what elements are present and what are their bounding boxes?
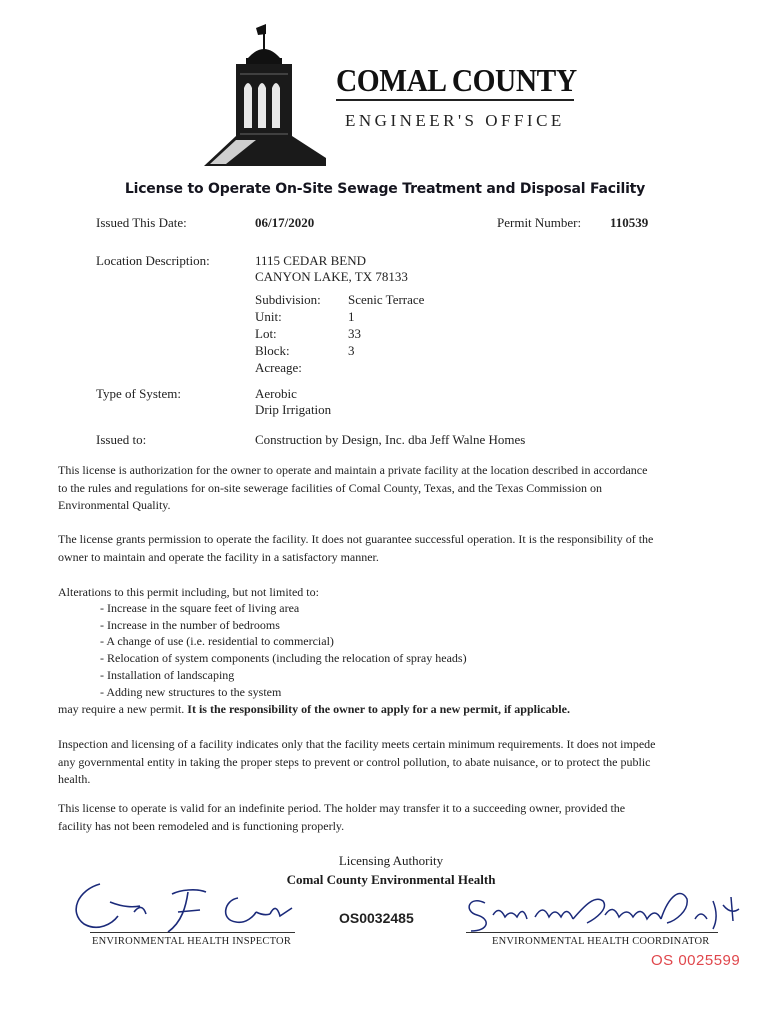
courthouse-logo-icon: [196, 18, 336, 168]
issued-to-value: Construction by Design, Inc. dba Jeff Walne Homes: [255, 432, 526, 447]
unit-label: Unit:: [255, 309, 282, 324]
lot-value: 33: [348, 326, 361, 341]
coordinator-caption: ENVIRONMENTAL HEALTH COORDINATOR: [492, 936, 710, 947]
inspector-signature-line: [90, 932, 295, 933]
validity-paragraph: This license to operate is valid for an indefinite period. The holder may transfer it to a succeeding owner, provided the facility has not been remodeled and is functioning properly.: [58, 801, 626, 833]
list-item: - A change of use (i.e. residential to commercial): [100, 634, 334, 649]
inspector-caption: ENVIRONMENTAL HEALTH INSPECTOR: [92, 936, 292, 947]
permission-paragraph: The license grants permission to operate the facility. It does not guarantee successful operation. It is the responsibility of the owner to maintain and operate the facility in a satisfactory manner.: [58, 532, 654, 564]
agency-divider: [336, 99, 574, 101]
authority-label: Licensing Authority: [338, 853, 444, 868]
list-item: - Increase in the number of bedrooms: [100, 617, 280, 632]
issued-to-label: Issued to:: [96, 432, 147, 447]
alterations-list: [100, 600, 467, 700]
block-label: Block:: [255, 343, 290, 358]
document-title: License to Operate On-Site Sewage Treatment and Disposal Facility: [124, 181, 646, 197]
acreage-label: Acreage:: [255, 360, 302, 375]
permit-number-value: 110539: [610, 215, 649, 230]
subdivision-label: Subdivision:: [255, 292, 321, 307]
permit-number-label: Permit Number:: [497, 215, 582, 230]
agency-name: COMAL COUNTY: [336, 62, 577, 98]
list-item: - Relocation of system components (including the relocation of spray heads): [100, 651, 467, 666]
system-type-line2: Drip Irrigation: [255, 402, 332, 417]
red-stamp-number: OS 0025599: [651, 952, 741, 969]
list-item: - Installation of landscaping: [100, 667, 235, 682]
coordinator-signature-line: [466, 932, 718, 933]
subdivision-value: Scenic Terrace: [348, 292, 425, 307]
coordinator-signature: [455, 875, 755, 945]
authorization-paragraph: This license is authorization for the owner to operate and maintain a private facility at the location described in accordance to the rules and regulations for on-site sewerage facilities of Comal County, Texas, and the Texas Commission on Environmental Quality.: [58, 463, 648, 512]
authority-name: Comal County Environmental Health: [286, 872, 496, 887]
unit-value: 1: [348, 309, 355, 324]
system-type-label: Type of System:: [96, 386, 182, 401]
block-value: 3: [348, 343, 355, 358]
location-line2: CANYON LAKE, TX 78133: [255, 269, 408, 284]
issued-date-label: Issued This Date:: [96, 215, 187, 230]
system-type-line1: Aerobic: [255, 386, 297, 401]
agency-subtitle: ENGINEER'S OFFICE: [345, 111, 565, 130]
inspection-paragraph: Inspection and licensing of a facility indicates only that the facility meets certain minimum requirements. It does not impede any governmental entity in taking the proper steps to prevent or control pollution, to abate nuisance, or to protect the public health.: [58, 737, 656, 786]
new-permit-bold: It is the responsibility of the owner to apply for a new permit, if applicable.: [187, 702, 570, 716]
new-permit-notice: [58, 701, 658, 719]
alterations-intro: Alterations to this permit including, but not limited to:: [58, 585, 319, 599]
document-stamp-number: OS0032485: [339, 910, 414, 926]
list-item: - Adding new structures to the system: [100, 684, 282, 699]
issued-date-value: 06/17/2020: [255, 215, 315, 230]
new-permit-lead: may require a new permit.: [58, 702, 185, 716]
list-item: - Increase in the square feet of living area: [100, 601, 300, 615]
location-line1: 1115 CEDAR BEND: [255, 253, 366, 268]
location-label: Location Description:: [96, 253, 210, 268]
lot-label: Lot:: [255, 326, 277, 341]
